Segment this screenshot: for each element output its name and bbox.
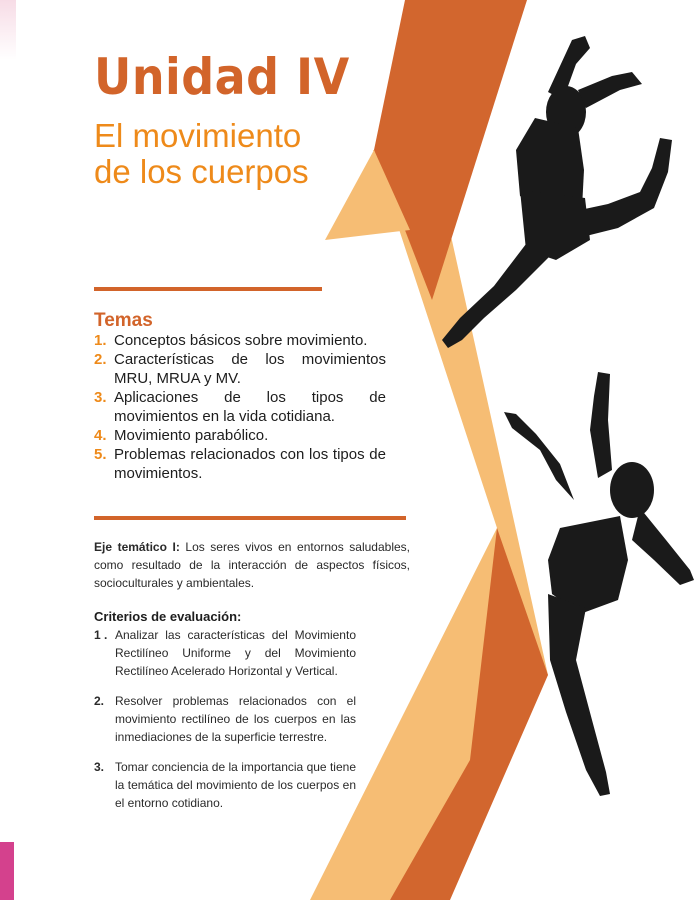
criterio-item	[94, 758, 356, 812]
temas-item	[94, 388, 386, 426]
temas-item	[94, 445, 386, 483]
temas-item-number: 1.	[94, 332, 107, 349]
eje-tematico-label: Eje temático I:	[94, 540, 180, 554]
temas-list	[94, 331, 386, 483]
temas-heading: Temas	[94, 310, 153, 331]
criterio-item-number: 3.	[94, 760, 105, 774]
criterio-item-text: Resolver problemas relacionados con el movimiento rectilíneo de los cuerpos en las inmediaciones de la superficie terrestre.	[115, 694, 356, 744]
criterio-item-number: 2.	[94, 694, 105, 708]
criterio-item-text: Analizar las características del Movimiento Rectilíneo Uniforme y del Movimiento Rectilíneo Acelerado Horizontal y Vertical.	[115, 628, 356, 678]
unit-subtitle-line-2: de los cuerpos	[94, 153, 309, 191]
unit-subtitle-line-1: El movimiento	[94, 117, 302, 154]
criterio-item-text: Tomar conciencia de la importancia que tiene la temática del movimiento de los cuerpos en el entorno cotidiano.	[115, 760, 356, 810]
temas-item-text: Problemas relacionados con los tipos de movimientos.	[114, 446, 386, 482]
divider-rule-bottom	[94, 516, 406, 520]
temas-item-text: Aplicaciones de los tipos de movimientos en la vida cotidiana.	[114, 389, 386, 425]
dancer-silhouette-bottom	[504, 372, 694, 796]
eje-tematico-text: Los seres vivos en entornos saludables, como resultado de la interacción de aspectos físicos, socioculturales y ambientales.	[94, 540, 411, 590]
temas-item-number: 5.	[94, 446, 107, 463]
criterios-heading: Criterios de evaluación:	[94, 609, 242, 624]
divider-rule-top	[94, 287, 322, 291]
temas-item-number: 4.	[94, 427, 107, 444]
unit-subtitle	[94, 118, 309, 191]
temas-item-text: Conceptos básicos sobre movimiento.	[114, 332, 368, 349]
unit-title: Unidad IV	[94, 48, 350, 106]
temas-item-number: 2.	[94, 351, 107, 368]
criterio-item	[94, 626, 356, 680]
temas-item-number: 3.	[94, 389, 107, 406]
temas-item	[94, 426, 386, 445]
temas-item	[94, 331, 386, 350]
criterio-item	[94, 692, 356, 746]
criterio-item-number: 1 .	[94, 628, 108, 642]
temas-item-text: Movimiento parabólico.	[114, 427, 269, 444]
temas-item-text: Características de los movimientos MRU, MRUA y MV.	[114, 351, 386, 387]
eje-tematico	[94, 538, 410, 592]
temas-item	[94, 350, 386, 388]
